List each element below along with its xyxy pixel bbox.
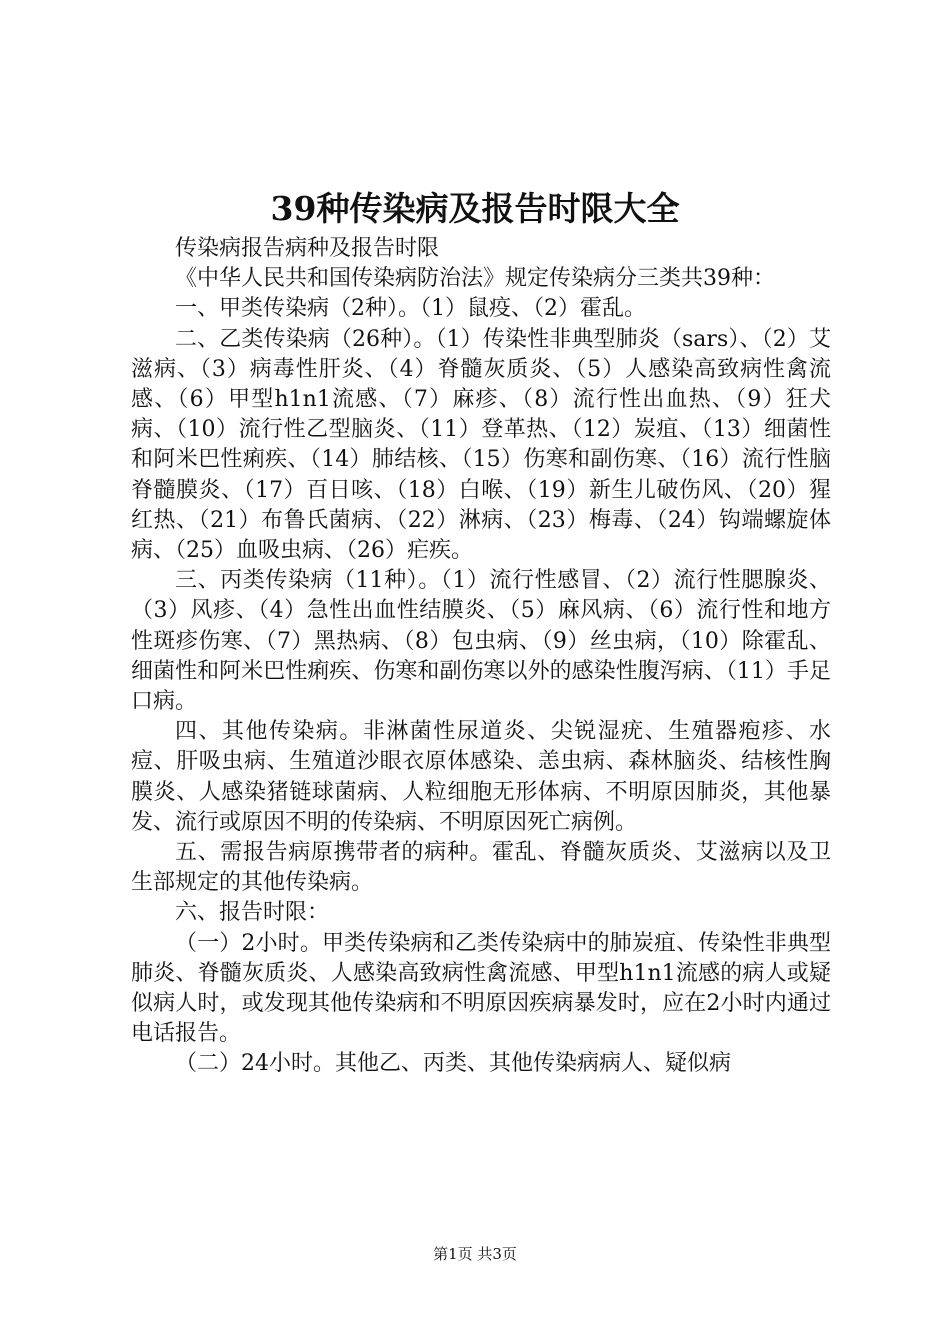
page-number: 第1页 共3页 — [433, 1245, 517, 1263]
paragraph-subtitle: 传染病报告病种及报告时限 — [175, 236, 440, 261]
paragraph-class-a: 一、甲类传染病（2种）。（1）鼠疫、（2）霍乱。 — [175, 296, 646, 322]
paragraph-intro: 《中华人民共和国传染病防治法》规定传染病分三类共39种： — [175, 266, 775, 292]
document-body — [131, 234, 831, 1080]
paragraph-other-diseases: 四、其他传染病。非淋菌性尿道炎、尖锐湿疣、生殖器疱疹、水痘、肝吸虫病、生殖道沙眼衣原体感染、恙虫病、森林脑炎、结核性胸膜炎、人感染猪链球菌病、人粒细胞无形体病、不明原因肺炎，其他暴发、流行或原因不明的传染病、不明原因死亡病例。 — [131, 719, 831, 835]
paragraph-class-c: 三、丙类传染病（11种）。（1）流行性感冒、（2）流行性腮腺炎、（3）风疹、（4）急性出血性结膜炎、（5）麻风病、（6）流行性和地方性斑疹伤寒、（7）黑热病、（8）包虫病、（9）丝虫病，（10）除霍乱、细菌性和阿米巴性痢疾、伤寒和副伤寒以外的感染性腹泻病、（11）手足口病。 — [131, 568, 831, 715]
paragraph-2-hours: （一）2小时。甲类传染病和乙类传染病中的肺炭疽、传染性非典型肺炎、脊髓灰质炎、人感染高致病性禽流感、甲型h1n1流感的病人或疑似病人时，或发现其他传染病和不明原因疾病暴发时，应在2小时内通过电话报告。 — [131, 930, 831, 1047]
paragraph-carriers: 五、需报告病原携带者的病种。霍乱、脊髓灰质炎、艾滋病以及卫生部规定的其他传染病。 — [131, 840, 831, 896]
document-title: 39种传染病及报告时限大全 — [270, 189, 680, 228]
paragraph-24-hours: （二）24小时。其他乙、丙类、其他传染病病人、疑似病 — [175, 1051, 731, 1077]
paragraph-class-b: 二、乙类传染病（26种）。（1）传染性非典型肺炎（sars）、（2）艾滋病、（3）病毒性肝炎、（4）脊髓灰质炎、（5）人感染高致病性禽流感、（6）甲型h1n1流感、（7）麻疹、（8）流行性出血热、（9）狂犬病、（10）流行性乙型脑炎、（11）登革热、（12）炭疽、（13）细菌性和阿米巴性痢疾、（14）肺结核、（15）伤寒和副伤寒、（16）流行性脑脊髓膜炎、（17）百日咳、（18）白喉、（19）新生儿破伤风、（20）猩红热、（21）布鲁氏菌病、（22）淋病、（23）梅毒、（24）钩端螺旋体病、（25）血吸虫病、（26）疟疾。 — [131, 326, 831, 564]
paragraph-report-deadline: 六、报告时限： — [175, 900, 330, 926]
